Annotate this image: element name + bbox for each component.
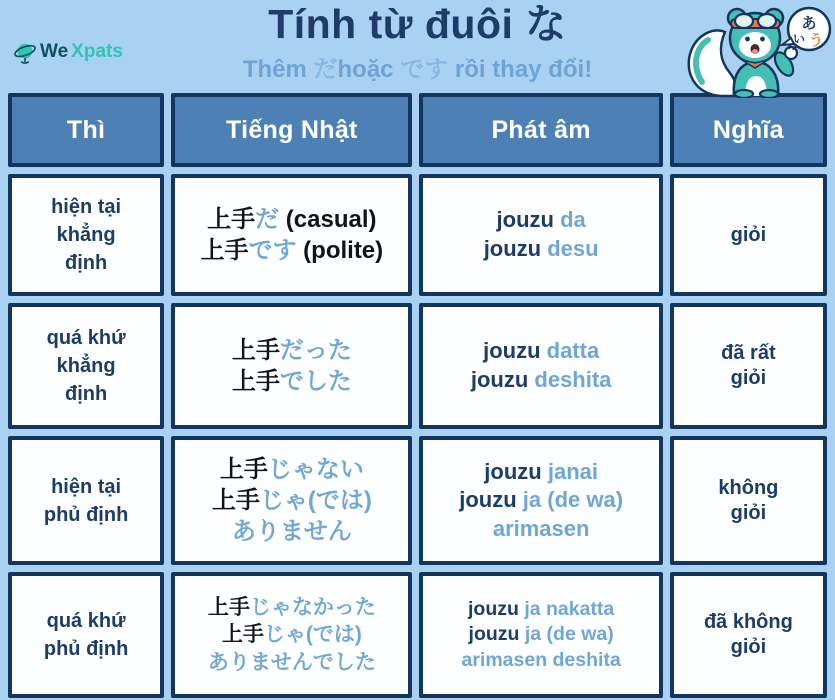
text-line	[232, 366, 352, 397]
text-segment: jouzu	[484, 458, 548, 484]
table-cell-r4c3	[419, 572, 662, 698]
table-cell-r3c2	[171, 436, 412, 565]
text-segment: 上手	[231, 336, 280, 364]
text-line	[212, 485, 372, 516]
text-line	[207, 204, 376, 235]
text-segment: Thêm	[242, 55, 314, 83]
text-segment: 上手	[207, 205, 256, 233]
text-segment: ja nakatta	[524, 597, 615, 620]
text-segment: 上手	[200, 237, 249, 264]
bubble-char-u: う	[808, 32, 824, 49]
text-segment: hiện tại	[51, 475, 122, 498]
table-cell-r1c2	[171, 174, 412, 296]
column-header-4: Nghĩa	[670, 93, 827, 167]
text-segment: giỏi	[730, 501, 767, 524]
text-segment: じゃなかった	[249, 596, 376, 620]
text-segment: だ	[255, 205, 280, 233]
text-line	[57, 221, 116, 249]
text-line	[461, 648, 620, 673]
table-cell-r2c4	[670, 303, 827, 429]
text-segment: じゃない	[267, 455, 364, 483]
text-segment: đã không	[703, 611, 793, 633]
table-cell-r3c3	[419, 436, 662, 565]
page-title: Tính từ đuôi な	[268, 1, 567, 47]
column-header-1: Thì	[8, 93, 164, 167]
table-cell-r1c1	[8, 174, 164, 296]
text-line	[493, 515, 590, 544]
text-line	[484, 235, 599, 264]
text-segment: giỏi	[730, 367, 767, 389]
text-line	[718, 476, 778, 501]
text-line	[201, 235, 384, 266]
text-line	[731, 366, 767, 391]
text-line	[208, 649, 376, 676]
text-line	[469, 622, 614, 647]
text-segment: phủ định	[43, 638, 129, 660]
text-segment: da	[560, 207, 586, 233]
text-line	[222, 621, 362, 648]
text-line	[471, 366, 612, 395]
text-segment: でした	[279, 368, 352, 395]
text-line	[47, 607, 126, 635]
text-segment: đã rất	[721, 342, 776, 364]
text-segment: 上手	[221, 623, 264, 647]
text-segment: phủ định	[43, 503, 129, 526]
table-cell-r4c1	[8, 572, 164, 698]
text-line	[232, 516, 352, 547]
header	[0, 0, 835, 93]
text-line	[208, 594, 376, 621]
text-segment: jouzu	[483, 236, 548, 261]
table-cell-r2c3	[419, 303, 662, 429]
text-segment: khẳng	[56, 355, 116, 377]
text-segment: (casual)	[279, 205, 377, 233]
text-line	[497, 206, 586, 235]
text-segment: 上手	[231, 368, 280, 395]
text-segment: giỏi	[730, 223, 767, 246]
text-segment: だった	[279, 336, 352, 364]
text-line	[51, 473, 121, 501]
text-segment: không	[718, 476, 779, 499]
conjugation-table	[8, 93, 827, 698]
table-cell-r4c2	[171, 572, 412, 698]
text-segment: ja (de wa)	[522, 487, 624, 513]
table-cell-r2c1	[8, 303, 164, 429]
text-line	[220, 454, 364, 485]
text-segment: 上手	[207, 596, 250, 620]
text-segment: deshita	[534, 367, 612, 392]
text-segment: じゃ(では)	[259, 486, 372, 514]
text-segment: hiện tại	[51, 196, 122, 218]
text-segment: jouzu	[459, 487, 523, 513]
text-segment: 上手	[219, 455, 268, 483]
text-segment: (polite)	[296, 237, 384, 264]
text-segment: じゃ(では)	[263, 623, 362, 647]
text-line	[232, 335, 352, 366]
text-segment: định	[64, 383, 108, 405]
text-segment: ありませんでした	[207, 650, 376, 674]
mascot	[681, 0, 833, 98]
column-header-2: Tiếng Nhật	[171, 93, 412, 167]
logo-text-xpats: Xpats	[71, 41, 123, 62]
text-segment: janai	[547, 458, 598, 484]
text-line	[483, 337, 599, 366]
text-line	[704, 610, 793, 635]
text-segment: ありません	[231, 518, 352, 546]
text-segment: datta	[546, 338, 600, 364]
squirrel-mascot-icon	[681, 0, 833, 98]
logo-text-we: We	[40, 41, 69, 62]
text-segment: です	[248, 237, 297, 264]
text-segment: arimasen	[492, 515, 590, 541]
bubble-char-a: あ	[801, 15, 817, 32]
text-line	[731, 635, 767, 660]
text-line	[459, 486, 623, 515]
text-line	[468, 597, 614, 622]
text-segment: khẳng	[56, 224, 116, 246]
bubble-char-i: い	[792, 32, 806, 46]
text-segment: jouzu	[470, 367, 535, 392]
text-segment: desu	[547, 236, 599, 261]
text-segment: だ	[313, 55, 338, 83]
text-line	[731, 223, 767, 248]
text-segment: hoặc	[337, 55, 401, 83]
table-cell-r1c4	[670, 174, 827, 296]
text-line	[721, 341, 775, 366]
table-cell-r3c4	[670, 436, 827, 565]
table-cell-r4c4	[670, 572, 827, 698]
text-segment: jouzu	[467, 597, 525, 620]
text-segment: giỏi	[730, 636, 767, 658]
table-cell-r3c1	[8, 436, 164, 565]
text-line	[44, 501, 128, 529]
text-line	[731, 501, 767, 526]
text-segment: 上手	[211, 486, 260, 514]
text-segment: quá khứ	[46, 610, 126, 632]
text-segment: jouzu	[468, 623, 525, 646]
text-segment: ja (de wa)	[524, 623, 614, 646]
text-line	[51, 193, 121, 221]
text-line	[44, 635, 128, 663]
text-segment: quá khứ	[46, 327, 126, 349]
table-cell-r1c3	[419, 174, 662, 296]
text-segment: です	[400, 55, 449, 83]
column-header-3: Phát âm	[419, 93, 662, 167]
text-segment: jouzu	[496, 207, 561, 233]
text-segment: arimasen deshita	[461, 648, 621, 671]
text-line	[65, 380, 107, 408]
text-segment: định	[64, 252, 108, 274]
text-line	[65, 249, 107, 277]
text-line	[484, 458, 598, 487]
table-cell-r2c2	[171, 303, 412, 429]
text-line	[47, 324, 126, 352]
text-segment: jouzu	[483, 338, 547, 364]
text-line	[57, 352, 116, 380]
text-segment: rồi thay đổi!	[448, 55, 593, 83]
